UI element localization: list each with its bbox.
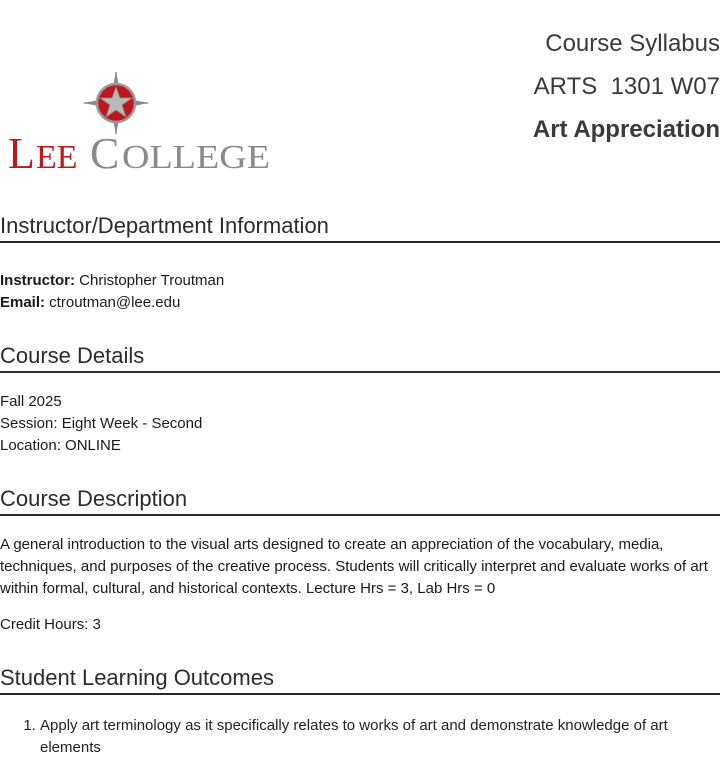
outcomes-list: [0, 715, 720, 759]
learning-outcomes-heading: Student Learning Outcomes: [0, 664, 720, 695]
course-details-section: [0, 342, 720, 457]
course-title-block: [533, 28, 720, 146]
logo-word-college: C: [90, 129, 120, 172]
email-label: Email:: [0, 294, 46, 311]
credit-hours: Credit Hours: 3: [0, 616, 101, 633]
svg-text:EE: EE: [36, 139, 78, 172]
learning-outcomes-section: [0, 664, 720, 759]
lee-college-logo: [8, 72, 272, 172]
compass-star-icon: [84, 72, 148, 134]
logo-word-lee: L: [8, 129, 35, 172]
instructor-heading: Instructor/Department Information: [0, 212, 720, 243]
instructor-name: Christopher Troutman: [75, 272, 225, 289]
term: Fall 2025: [0, 393, 62, 410]
svg-text:OLLEGE: OLLEGE: [122, 139, 270, 172]
course-description-text: A general introduction to the visual arts designed to create an appreciation of the vocabulary, media, techniques, and purposes of the creative process. Students will critically interpret and evaluate works of art within formal, cultural, and historical contexts. Lecture Hrs = 3, Lab Hrs = 0: [0, 536, 708, 597]
instructor-line: [0, 270, 720, 292]
instructor-label: Instructor:: [0, 272, 75, 289]
course-description-heading: Course Description: [0, 485, 720, 516]
syllabus-header: [0, 0, 720, 200]
outcome-item: 1. Apply art terminology as it specifically relates to works of art and demonstrate knowledge of art elements: [40, 715, 720, 759]
course-details-heading: Course Details: [0, 342, 720, 373]
location: Location: ONLINE: [0, 437, 121, 454]
email-link[interactable]: ctroutman@lee.edu: [45, 294, 181, 311]
course-code: ARTS 1301 W07: [533, 73, 720, 100]
syllabus-title: Course Syllabus: [545, 30, 720, 57]
session: Session: Eight Week - Second: [0, 415, 203, 432]
course-description-section: [0, 485, 720, 636]
instructor-section: [0, 212, 720, 314]
email-line: [0, 292, 720, 314]
course-name: Art Appreciation: [532, 116, 720, 143]
